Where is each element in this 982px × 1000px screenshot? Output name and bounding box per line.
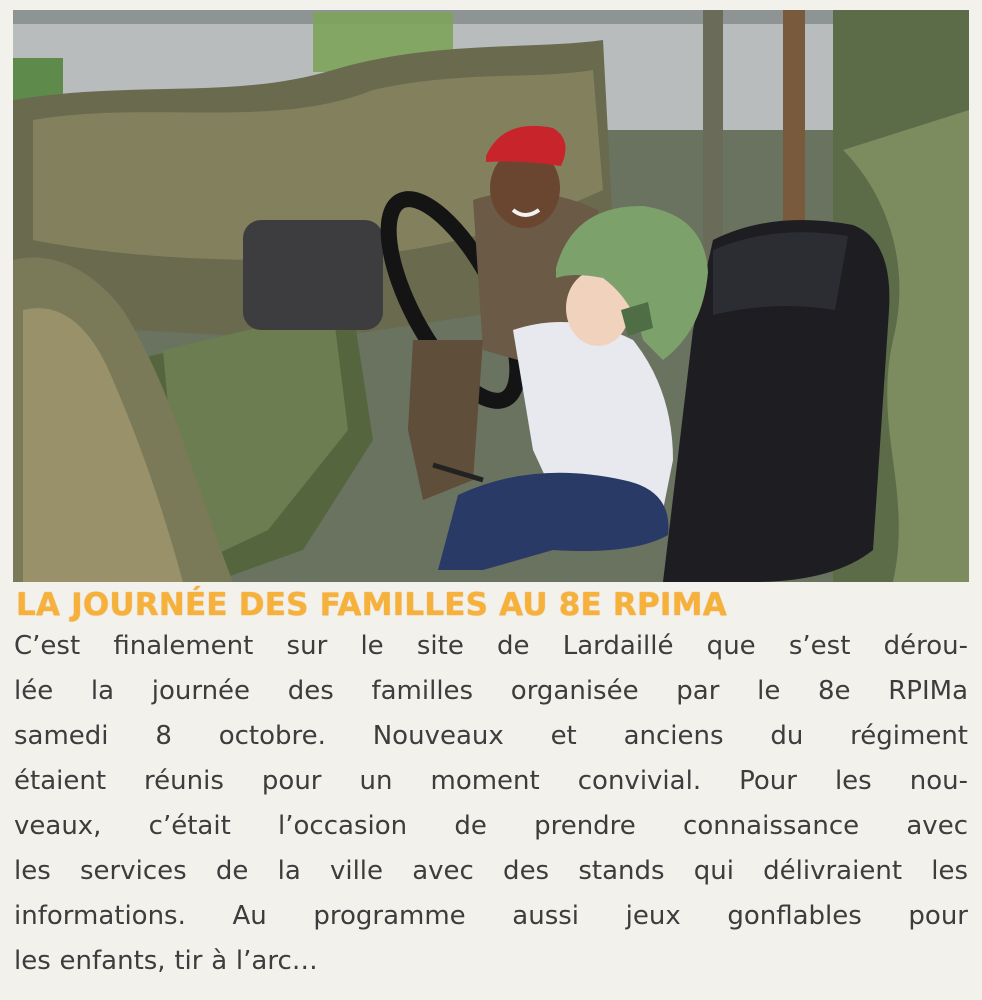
body-line: veaux, c’était l’occasion de prendre connaissance avec: [14, 811, 968, 841]
roll-bar: [703, 10, 723, 270]
body-line: lée la journée des familles organisée par le 8e RPIMa: [14, 676, 968, 706]
body-line: les services de la ville avec des stands qui délivraient les: [14, 856, 968, 886]
article-body: [14, 624, 968, 984]
body-line: C’est finalement sur le site de Lardaillé que s’est dérou-: [14, 631, 968, 661]
article-photo: [13, 10, 969, 582]
body-line: étaient réunis pour un moment convivial. Pour les nou-: [14, 766, 968, 796]
body-line: samedi 8 octobre. Nouveaux et anciens du régiment: [14, 721, 968, 751]
child-pants: [438, 473, 668, 570]
body-line: les enfants, tir à l’arc…: [14, 946, 318, 976]
article-headline: LA JOURNÉE DES FAMILLES AU 8E RPIMA: [16, 587, 727, 623]
instrument-panel: [243, 220, 383, 330]
photo-illustration: [13, 10, 969, 582]
body-line: informations. Au programme aussi jeux gonflables pour: [14, 901, 968, 931]
